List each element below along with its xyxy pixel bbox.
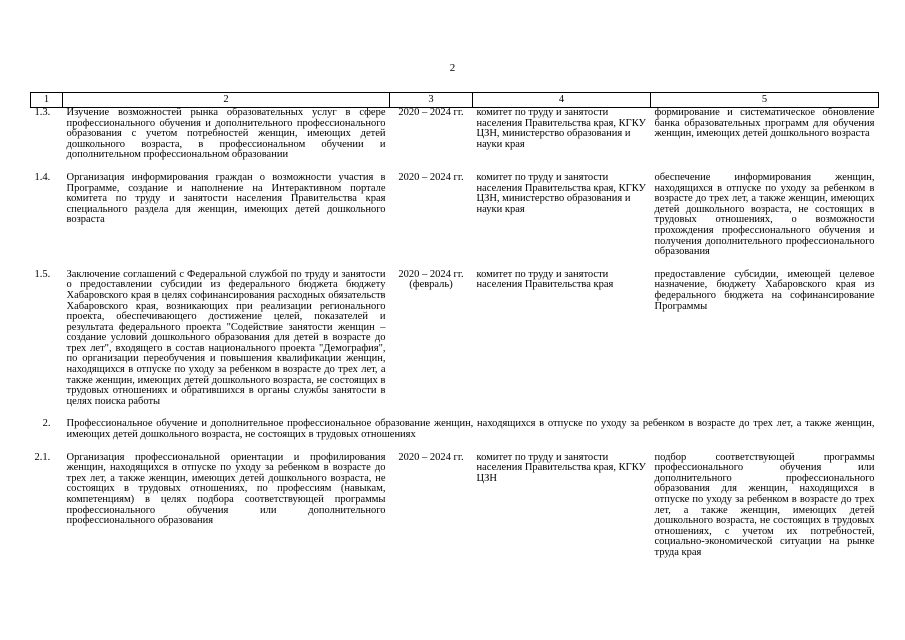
row-term: 2020 – 2024 гг.	[398, 451, 464, 463]
row-term: 2020 – 2024 гг. (февраль)	[398, 268, 464, 291]
measures-table	[30, 92, 879, 571]
table-row	[31, 173, 879, 270]
row-description: Изучение возможностей рынка образовательных услуг в сфере профессионального обучения и дополнительного профессионального образования с учетом потребностей женщин, имеющих детей дошкольного возраста, в профессиональном обучении и дополнительном профессиональном образовании	[66, 107, 386, 161]
row-result: подбор соответствующей программы профессионального обучения или дополнительного профессионального образования для женщин, находящихся в отпуске по уходу за ребенком в возрасте до трех лет, а также женщин, имеющих детей дошкольного возраста, не состоящих в трудовых отношениях, с учетом их потребностей, социально-экономической ситуации на рынке труда края	[654, 451, 875, 558]
row-executor: комитет по труду и занятости населения Правительства края	[476, 268, 614, 291]
row-number: 1.5.	[34, 268, 51, 280]
row-description: Организация профессиональной ориентации и профилирования женщин, находящихся в отпуске по уходу за ребенком в возрасте до трех лет, а также женщин, имеющих детей дошкольного возраста, не состоящих в трудовых отношениях, по профессиям (навыкам, компетенциям) в целях подбора соответствующей программы профессионального обучения или дополнительного профессионального образования	[66, 451, 386, 527]
row-result: обеспечение информирования женщин, находящихся в отпуске по уходу за ребенком в возрасте до трех лет, а также женщин, имеющих детей дошкольного возраста, не состоящих в трудовых отношениях, о возможности прохождения профессионального обучения и получения дополнительного профессионального образования	[654, 171, 875, 258]
row-result: формирование и систематическое обновление банка образовательных программ для обучения женщин, имеющих детей дошкольного возраста	[654, 107, 875, 140]
row-number: 2.1.	[34, 451, 51, 463]
row-term: 2020 – 2024 гг.	[398, 171, 464, 183]
row-description: Заключение соглашений с Федеральной службой по труду и занятости о предоставлении субсидии из федерального бюджета бюджету Хабаровского края в целях софинансирования расходных обязательств Хабаровского края, возникающих при реализации регионального проекта, обеспечивающего достижение целей, показателей и результата федерального проекта "Содействие занятости женщин – создание условий дошкольного образования для детей в возрасте до трех лет", входящего в состав национального проекта "Демография", по организации переобучения и повышения квалификации женщин, находящихся в отпуске по уходу за ребенком в возрасте до трех лет, а также женщин, имеющих детей дошкольного возраста, не состоящих в трудовых отношениях и обратившихся в органы службы занятости в целях поиска работы	[66, 268, 386, 407]
table-row	[31, 453, 879, 571]
row-executor: комитет по труду и занятости населения Правительства края, КГКУ ЦЗН, министерство образования и науки края	[476, 171, 646, 215]
row-executor: комитет по труду и занятости населения Правительства края, КГКУ ЦЗН, министерство образования и науки края	[476, 107, 646, 150]
header-col-3: 3	[390, 93, 473, 108]
section-number: 2.	[42, 418, 51, 430]
row-term: 2020 – 2024 гг.	[398, 107, 464, 118]
header-col-1: 1	[31, 93, 63, 108]
header-col-5: 5	[651, 93, 879, 108]
header-col-2: 2	[63, 93, 390, 108]
row-description: Организация информирования граждан о возможности участия в Программе, создание и наполнение на Интерактивном портале комитета по труду и занятости населения Правительства края специального раздела для женщин, имеющих детей дошкольного возраста	[66, 171, 386, 226]
row-number: 1.3.	[34, 107, 51, 118]
section-title: Профессиональное обучение и дополнительное профессиональное образование женщин, находящихся в отпуске по уходу за ребенком в возрасте до трех лет, а также женщин, имеющих детей дошкольного возраста, не состоящих в трудовых отношениях	[66, 418, 875, 441]
table-header	[31, 93, 879, 108]
section-row	[31, 419, 879, 452]
header-col-4: 4	[473, 93, 651, 108]
table-row	[31, 108, 879, 173]
page-number: 2	[449, 62, 456, 74]
row-result: предоставление субсидии, имеющей целевое назначение, бюджету Хабаровского края из федерального бюджета на софинансирование Программы	[654, 268, 875, 312]
row-executor: комитет по труду и занятости населения Правительства края, КГКУ ЦЗН	[476, 451, 646, 484]
table-row	[31, 270, 879, 420]
row-number: 1.4.	[34, 171, 51, 183]
